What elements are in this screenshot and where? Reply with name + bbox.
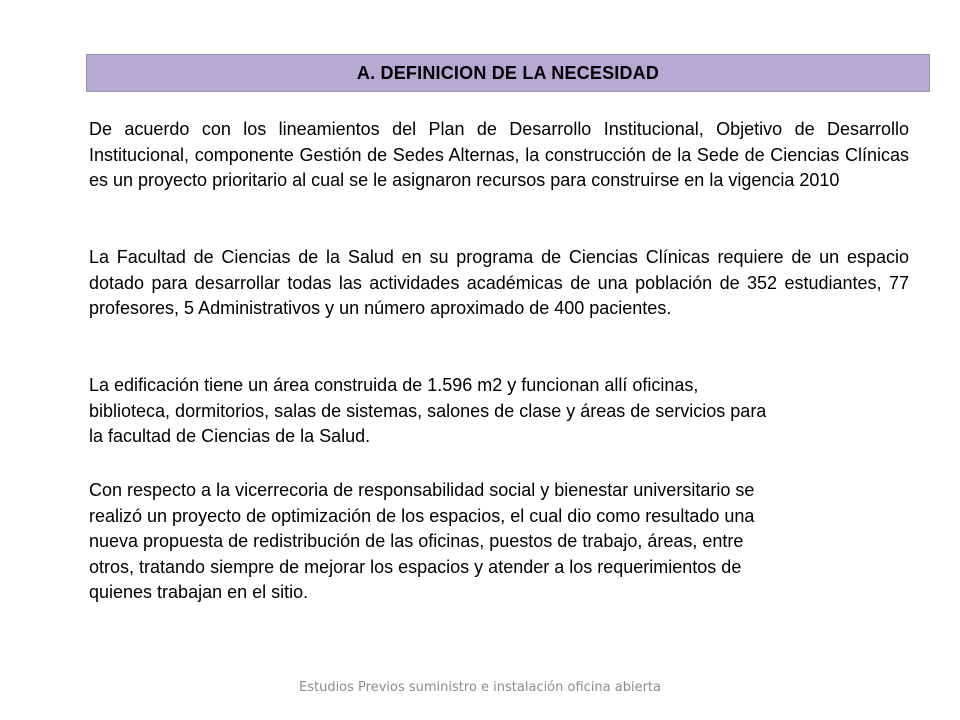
paragraph-facultad-poblacion: La Facultad de Ciencias de la Salud en su programa de Ciencias Clínicas requiere de un espacio dotado para desarrollar todas las actividades académicas de una población de 352 estudiantes, 77 profesores, 5 Administrativos y un número aproximado de 400 pacientes. <box>89 247 909 318</box>
paragraph-edificacion-line: La edificación tiene un área construida de 1.596 m2 y funcionan allí oficinas, <box>89 375 699 395</box>
footer-text: Estudios Previos suministro e instalación oficina abierta <box>299 680 661 695</box>
paragraph-edificacion-line: biblioteca, dormitorios, salas de sistemas, salones de clase y áreas de servicios para <box>89 400 767 421</box>
paragraph-edificacion <box>89 373 766 450</box>
paragraph-vicerrectoria-line: Con respecto a la vicerrecoria de responsabilidad social y bienestar universitario se <box>89 480 755 500</box>
section-title-box <box>86 54 930 92</box>
paragraph-vicerrectoria <box>89 478 754 606</box>
paragraph-vicerrectoria-line: realizó un proyecto de optimización de los espacios, el cual dio como resultado una <box>89 505 755 526</box>
paragraph-edificacion-line: la facultad de Ciencias de la Salud. <box>89 426 371 446</box>
section-title: A. DEFINICION DE LA NECESIDAD <box>356 62 660 83</box>
paragraph-plan-desarrollo: De acuerdo con los lineamientos del Plan de Desarrollo Institucional, Objetivo de Desarrollo Institucional, componente Gestión de Sedes Alternas, la construcción de la Sede de Ciencias Clínicas es un proyecto prioritario al cual se le asignaron recursos para construirse en la vigencia 2010 <box>89 119 909 190</box>
paragraph-vicerrectoria-line: otros, tratando siempre de mejorar los espacios y atender a los requerimientos de <box>89 556 742 577</box>
paragraph-vicerrectoria-line: quienes trabajan en el sitio. <box>89 582 309 602</box>
paragraph-vicerrectoria-line: nueva propuesta de redistribución de las oficinas, puestos de trabajo, áreas, entre <box>89 531 744 551</box>
